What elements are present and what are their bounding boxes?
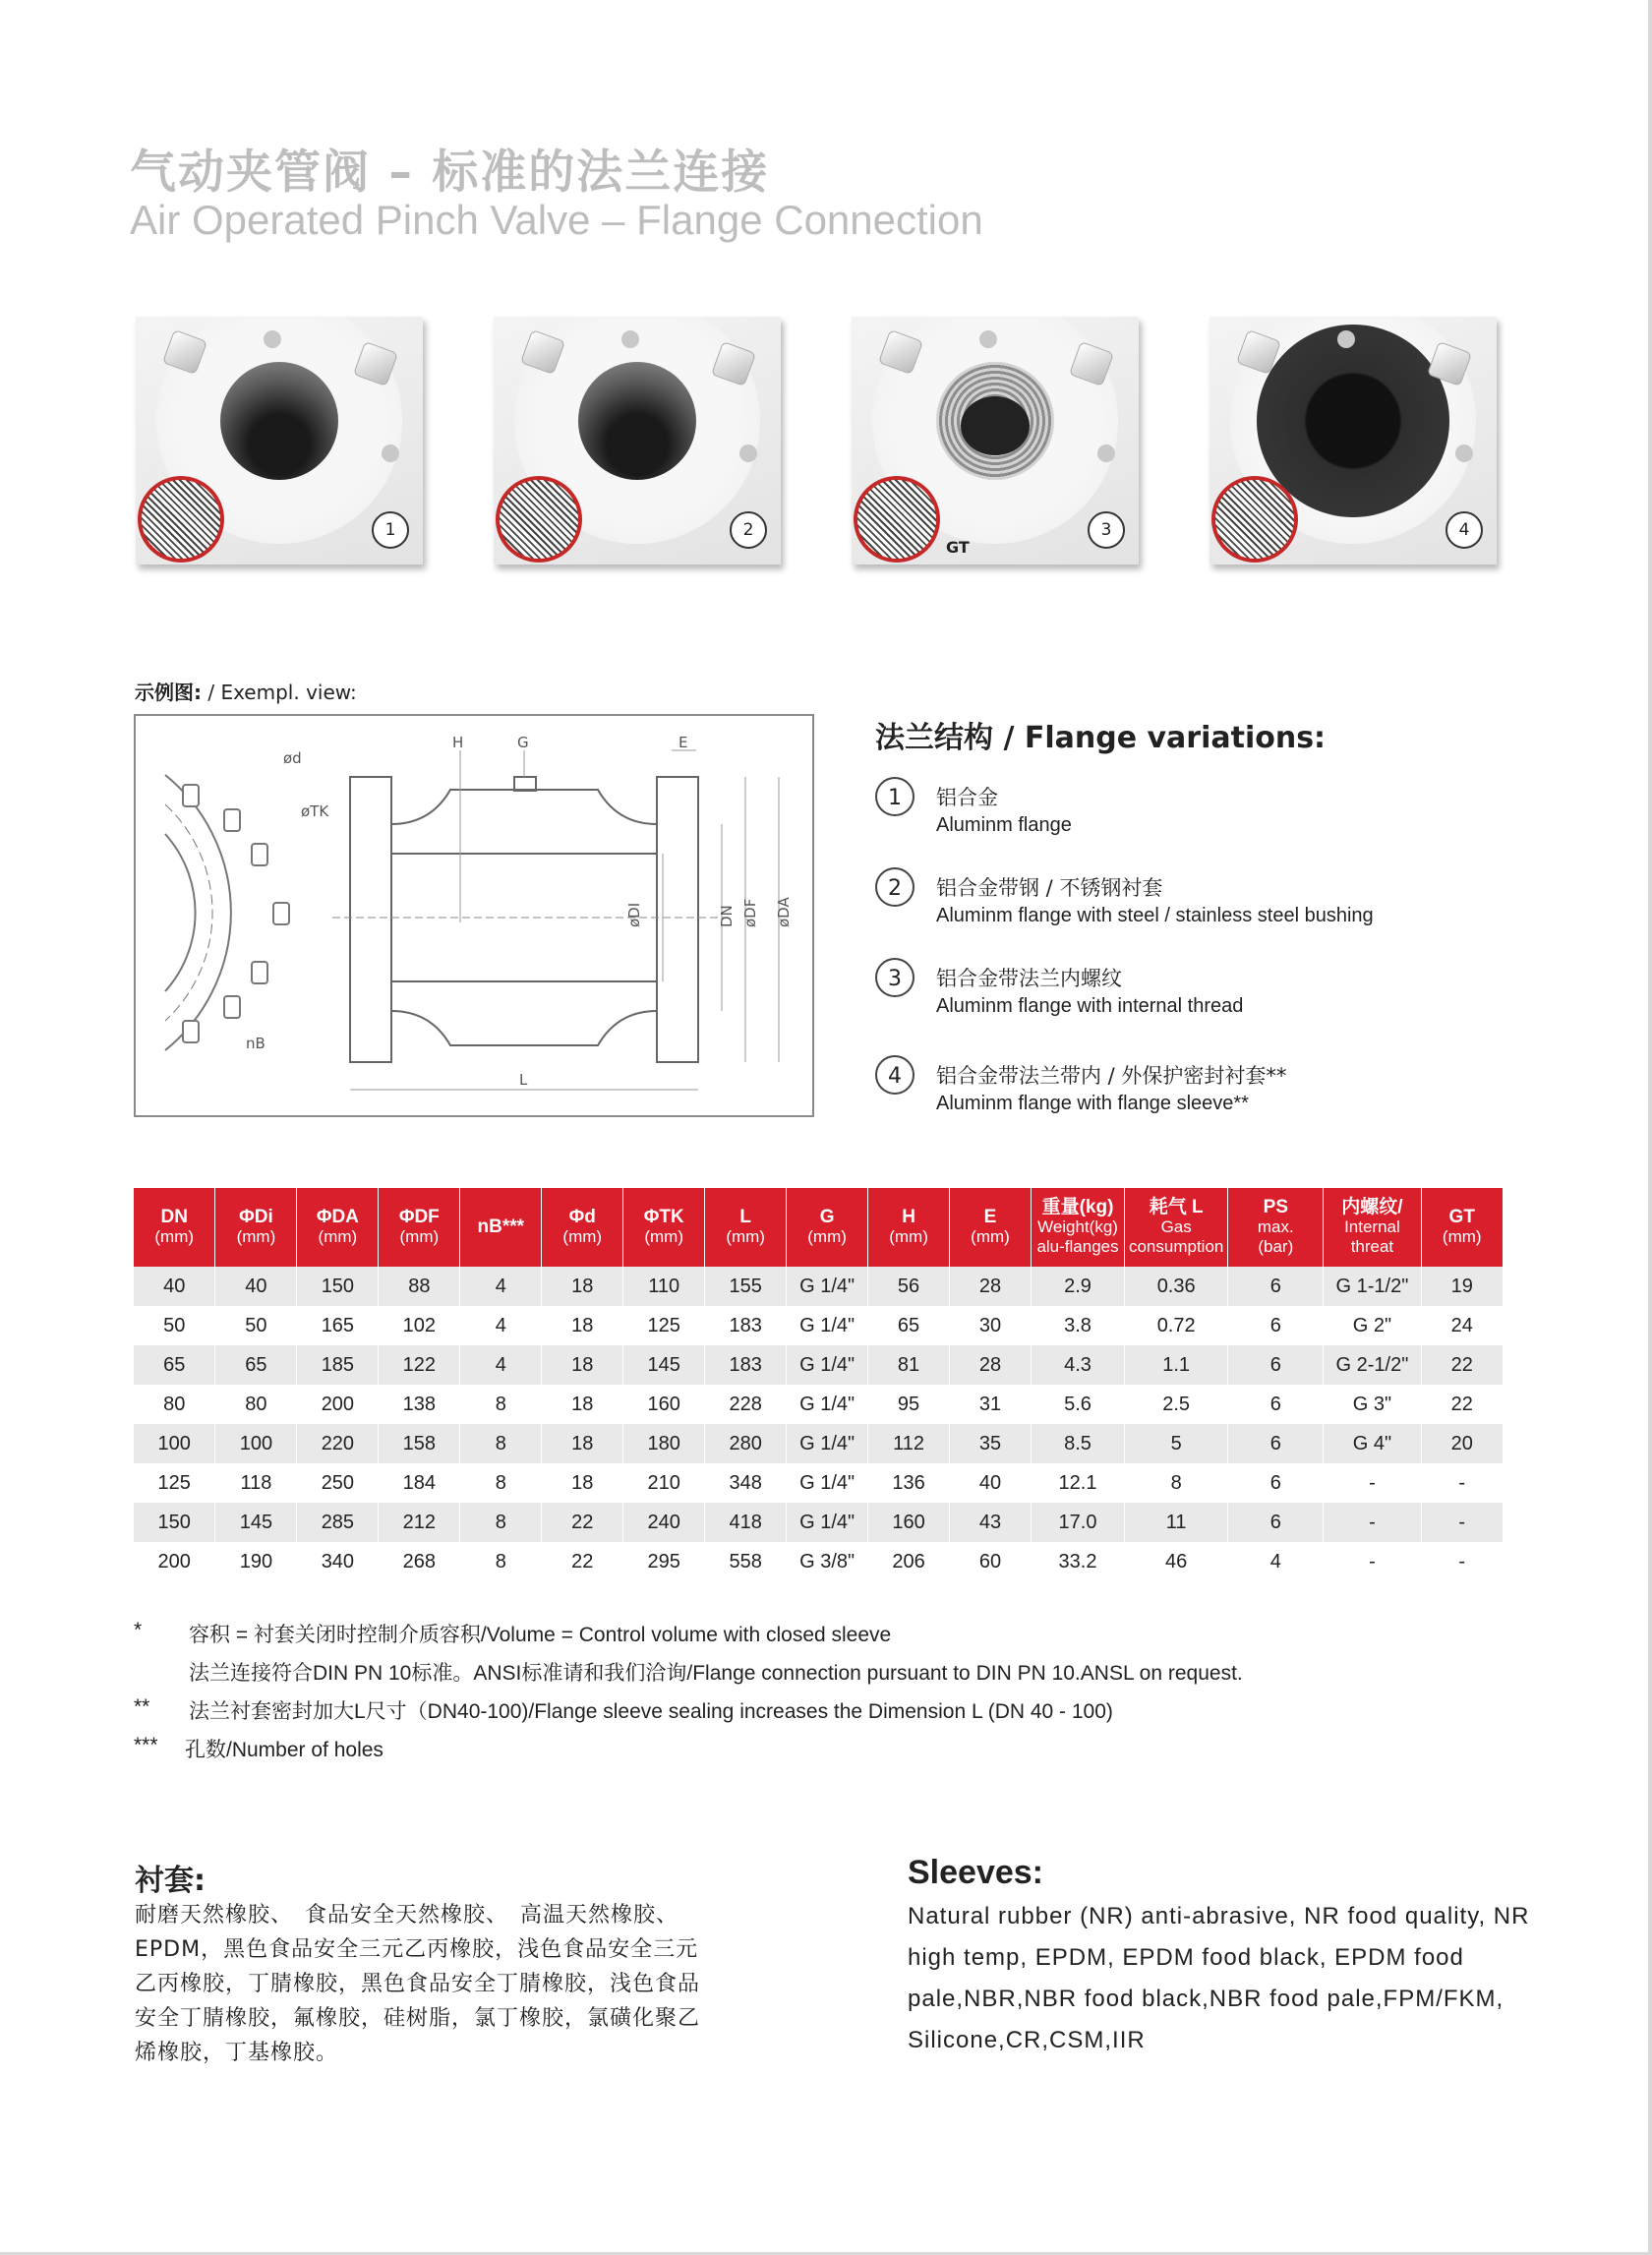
table-cell: 31 (950, 1385, 1032, 1424)
table-cell: G 1-1/2" (1324, 1267, 1421, 1306)
table-cell: 6 (1228, 1306, 1324, 1345)
col-header: G (mm) (787, 1188, 868, 1267)
hole-dot (382, 445, 399, 462)
table-cell: 50 (134, 1306, 215, 1345)
label-df: øDF (741, 898, 759, 927)
sleeves-text-en: Natural rubber (NR) anti-abrasive, NR food quality, NR high temp, EPDM, EPDM food black, EPDM food pale,NBR,NBR food black,NBR food pale,FPM/FKM, Silicone,CR,CSM,IIR (908, 1903, 1530, 2053)
table-cell: 18 (542, 1424, 623, 1463)
label-da: øDA (775, 897, 793, 927)
hole-dot (979, 330, 997, 348)
table-cell: 185 (297, 1345, 379, 1385)
table-cell: G 1/4" (787, 1385, 868, 1424)
table-cell: 150 (297, 1267, 379, 1306)
table-cell: 95 (868, 1385, 950, 1424)
page-edge-right (1648, 0, 1652, 2255)
sleeves-title-cn: 衬套: (135, 1864, 206, 1898)
table-cell: 206 (868, 1542, 950, 1581)
flange-threaded-bore (936, 362, 1054, 480)
table-cell: 112 (868, 1424, 950, 1463)
table-cell: 22 (542, 1503, 623, 1542)
variation-en: Aluminm flange with internal thread (936, 995, 1244, 1017)
table-cell: 348 (705, 1463, 787, 1503)
table-cell: 558 (705, 1542, 787, 1581)
table-cell: 43 (950, 1503, 1032, 1542)
table-cell: G 4" (1324, 1424, 1421, 1463)
label-h: H (452, 734, 464, 751)
note-text: 孔数/Number of holes (185, 1739, 384, 1761)
hole-dot (1097, 445, 1115, 462)
table-cell: 28 (950, 1345, 1032, 1385)
table-cell: 30 (950, 1306, 1032, 1345)
example-view-label (135, 677, 357, 705)
table-cell: 200 (134, 1542, 215, 1581)
sleeves-text-cn: 耐磨天然橡胶、 食品安全天然橡胶、 高温天然橡胶、EPDM，黑色食品安全三元乙丙橡胶，浅色食品安全三元乙丙橡胶，丁腈橡胶，黑色食品安全丁腈橡胶，浅色食品安全丁腈橡胶，氟橡胶，硅树脂，氯丁橡胶，氯磺化聚乙烯橡胶，丁基橡胶。 (135, 1903, 701, 2065)
col-header: nB*** (460, 1188, 542, 1267)
table-cell: 8 (460, 1503, 542, 1542)
col-header: ΦDF (mm) (379, 1188, 460, 1267)
table-cell: 20 (1421, 1424, 1503, 1463)
drawing-svg (136, 716, 812, 1115)
table-cell: 1.1 (1125, 1345, 1228, 1385)
variations-title: 法兰结构 / Flange variations: (875, 721, 1327, 755)
table-cell: 8 (460, 1385, 542, 1424)
note-2 (134, 1657, 1243, 1687)
table-cell: 18 (542, 1463, 623, 1503)
table-cell: 46 (1125, 1542, 1228, 1581)
variant-number: 3 (1088, 511, 1125, 549)
table-cell: 190 (215, 1542, 297, 1581)
variation-en: Aluminm flange (936, 814, 1072, 836)
flange-photo-4 (1210, 317, 1497, 564)
sleeves-title-en: Sleeves: (908, 1854, 1043, 1891)
col-header: H (mm) (868, 1188, 950, 1267)
table-cell: 56 (868, 1267, 950, 1306)
table-cell: - (1324, 1463, 1421, 1503)
table-cell: 18 (542, 1345, 623, 1385)
note-4 (134, 1734, 384, 1763)
hole-dot (621, 330, 639, 348)
table-cell: 418 (705, 1503, 787, 1542)
note-1 (134, 1619, 891, 1648)
flange-photo-2 (494, 317, 781, 564)
variation-cn: 铝合金带法兰带内 / 外保护密封衬套** (936, 1064, 1287, 1088)
table-cell: 125 (623, 1306, 705, 1345)
table-cell: - (1421, 1503, 1503, 1542)
label-g: G (517, 734, 529, 751)
table-cell: 11 (1125, 1503, 1228, 1542)
variant-number: 2 (730, 511, 767, 549)
table-row (134, 1503, 1503, 1542)
table-cell: 6 (1228, 1345, 1324, 1385)
table-cell: 240 (623, 1503, 705, 1542)
variant-number: 1 (372, 511, 409, 549)
table-cell: G 1/4" (787, 1267, 868, 1306)
table-cell: 250 (297, 1463, 379, 1503)
table-cell: 8 (460, 1463, 542, 1503)
col-header: Φd (mm) (542, 1188, 623, 1267)
table-row (134, 1306, 1503, 1345)
table-row (134, 1542, 1503, 1581)
table-cell: 145 (623, 1345, 705, 1385)
table-cell: 18 (542, 1385, 623, 1424)
spec-table (134, 1188, 1503, 1581)
table-cell: 4.3 (1031, 1345, 1124, 1385)
table-cell: 160 (623, 1385, 705, 1424)
gt-tag: GT (946, 538, 970, 557)
table-cell: 60 (950, 1542, 1032, 1581)
table-cell: 125 (134, 1463, 215, 1503)
col-header: ΦDA (mm) (297, 1188, 379, 1267)
note-mark: ** (134, 1695, 150, 1718)
flange-bore (220, 362, 338, 480)
table-cell: 18 (542, 1267, 623, 1306)
note-text: 法兰衬套密封加大L尺寸（DN40-100)/Flange sleeve sealing increases the Dimension L (DN 40 - 100) (189, 1700, 1113, 1723)
table-cell: G 1/4" (787, 1463, 868, 1503)
table-cell: 12.1 (1031, 1463, 1124, 1503)
table-row (134, 1267, 1503, 1306)
table-cell: 2.9 (1031, 1267, 1124, 1306)
variation-en: Aluminm flange with flange sleeve** (936, 1093, 1249, 1114)
table-cell: 102 (379, 1306, 460, 1345)
table-cell: 40 (134, 1267, 215, 1306)
table-cell: 81 (868, 1345, 950, 1385)
table-cell: G 3" (1324, 1385, 1421, 1424)
col-header: ΦDi (mm) (215, 1188, 297, 1267)
table-cell: 6 (1228, 1463, 1324, 1503)
table-cell: 50 (215, 1306, 297, 1345)
col-header: PS max. (bar) (1228, 1188, 1324, 1267)
label-dn: DN (718, 905, 736, 927)
hole-dot (264, 330, 281, 348)
table-cell: G 1/4" (787, 1345, 868, 1385)
flange-photo-1 (136, 317, 423, 564)
table-cell: 4 (460, 1267, 542, 1306)
table-cell: 340 (297, 1542, 379, 1581)
flange-bore (578, 362, 696, 480)
table-cell: - (1324, 1542, 1421, 1581)
note-text: 法兰连接符合DIN PN 10标准。ANSI标准请和我们洽询/Flange connection pursuant to DIN PN 10.ANSL on request. (189, 1662, 1243, 1685)
variant-number: 4 (1446, 511, 1483, 549)
table-cell: 200 (297, 1385, 379, 1424)
label-di: øDI (625, 902, 643, 927)
table-cell: 210 (623, 1463, 705, 1503)
table-cell: 22 (1421, 1345, 1503, 1385)
table-cell: 228 (705, 1385, 787, 1424)
table-cell: 19 (1421, 1267, 1503, 1306)
variation-number: 4 (875, 1055, 914, 1095)
table-row (134, 1345, 1503, 1385)
table-header-row (134, 1188, 1503, 1267)
variation-cn: 铝合金 (936, 786, 998, 809)
table-cell: G 3/8" (787, 1542, 868, 1581)
label-tk: øTK (301, 802, 329, 820)
page-title-en: Air Operated Pinch Valve – Flange Connection (130, 197, 983, 243)
label-d: ød (283, 749, 302, 767)
table-cell: 6 (1228, 1503, 1324, 1542)
note-text: 容积 = 衬套关闭时控制介质容积/Volume = Control volume with closed sleeve (189, 1624, 892, 1646)
variation-cn: 铝合金带法兰内螺纹 (936, 967, 1122, 990)
variation-number: 1 (875, 777, 914, 816)
table-cell: 4 (460, 1306, 542, 1345)
table-cell: 100 (215, 1424, 297, 1463)
table-cell: 6 (1228, 1424, 1324, 1463)
table-cell: 0.72 (1125, 1306, 1228, 1345)
table-cell: 4 (460, 1345, 542, 1385)
table-cell: 138 (379, 1385, 460, 1424)
variation-en: Aluminm flange with steel / stainless steel bushing (936, 905, 1374, 926)
hole-dot (1337, 330, 1355, 348)
table-cell: 28 (950, 1267, 1032, 1306)
table-cell: 40 (215, 1267, 297, 1306)
section-detail-inset (496, 476, 582, 563)
table-cell: 100 (134, 1424, 215, 1463)
table-cell: 40 (950, 1463, 1032, 1503)
table-cell: 4 (1228, 1542, 1324, 1581)
table-cell: 8.5 (1031, 1424, 1124, 1463)
col-header: 重量(kg) Weight(kg) alu-flanges (1031, 1188, 1124, 1267)
table-cell: G 1/4" (787, 1503, 868, 1542)
table-cell: 268 (379, 1542, 460, 1581)
table-cell: 3.8 (1031, 1306, 1124, 1345)
table-cell: 22 (1421, 1385, 1503, 1424)
section-detail-inset (1211, 476, 1298, 563)
col-header: GT (mm) (1421, 1188, 1503, 1267)
table-cell: 183 (705, 1345, 787, 1385)
table-cell: 160 (868, 1503, 950, 1542)
table-cell: 155 (705, 1267, 787, 1306)
col-header: ΦTK (mm) (623, 1188, 705, 1267)
table-cell: 8 (460, 1542, 542, 1581)
table-cell: 136 (868, 1463, 950, 1503)
section-detail-inset (854, 476, 940, 563)
variation-cn: 铝合金带钢 / 不锈钢衬套 (936, 876, 1163, 900)
section-detail-inset (138, 476, 224, 563)
table-cell: 145 (215, 1503, 297, 1542)
table-cell: - (1324, 1503, 1421, 1542)
table-row (134, 1385, 1503, 1424)
hole-dot (1455, 445, 1473, 462)
col-header: 内螺纹/ Internal threat (1324, 1188, 1421, 1267)
table-cell: 295 (623, 1542, 705, 1581)
flange-photo-3 (852, 317, 1139, 564)
table-cell: 8 (1125, 1463, 1228, 1503)
label-l: L (519, 1071, 528, 1089)
table-cell: G 2" (1324, 1306, 1421, 1345)
table-cell: 80 (215, 1385, 297, 1424)
note-mark: * (134, 1619, 143, 1641)
table-cell: 24 (1421, 1306, 1503, 1345)
example-label-cn: 示例图: (135, 681, 202, 704)
note-3 (134, 1695, 1113, 1725)
table-cell: 80 (134, 1385, 215, 1424)
table-cell: 22 (542, 1542, 623, 1581)
table-cell: 5 (1125, 1424, 1228, 1463)
table-cell: G 1/4" (787, 1306, 868, 1345)
col-header: E (mm) (950, 1188, 1032, 1267)
table-cell: 6 (1228, 1385, 1324, 1424)
table-cell: G 2-1/2" (1324, 1345, 1421, 1385)
table-cell: 33.2 (1031, 1542, 1124, 1581)
table-cell: 8 (460, 1424, 542, 1463)
table-cell: 65 (134, 1345, 215, 1385)
table-cell: 220 (297, 1424, 379, 1463)
table-row (134, 1424, 1503, 1463)
variation-number: 3 (875, 958, 914, 997)
table-cell: 5.6 (1031, 1385, 1124, 1424)
hole-dot (739, 445, 757, 462)
example-label-en: / Exempl. view: (202, 681, 357, 704)
technical-drawing (134, 714, 814, 1117)
table-cell: 65 (868, 1306, 950, 1345)
label-nb: nB (246, 1035, 266, 1052)
table-cell: 158 (379, 1424, 460, 1463)
col-header: L (mm) (705, 1188, 787, 1267)
page-title-cn: 气动夹管阀 – 标准的法兰连接 (130, 146, 770, 200)
table-cell: 183 (705, 1306, 787, 1345)
table-cell: 285 (297, 1503, 379, 1542)
table-cell: 110 (623, 1267, 705, 1306)
table-cell: - (1421, 1463, 1503, 1503)
table-cell: - (1421, 1542, 1503, 1581)
table-cell: 88 (379, 1267, 460, 1306)
table-cell: 280 (705, 1424, 787, 1463)
table-cell: 165 (297, 1306, 379, 1345)
table-cell: 6 (1228, 1267, 1324, 1306)
table-cell: 122 (379, 1345, 460, 1385)
table-cell: 17.0 (1031, 1503, 1124, 1542)
table-cell: G 1/4" (787, 1424, 868, 1463)
table-cell: 118 (215, 1463, 297, 1503)
table-cell: 2.5 (1125, 1385, 1228, 1424)
table-cell: 150 (134, 1503, 215, 1542)
table-cell: 180 (623, 1424, 705, 1463)
note-mark: *** (134, 1734, 158, 1756)
table-cell: 212 (379, 1503, 460, 1542)
table-cell: 35 (950, 1424, 1032, 1463)
table-row (134, 1463, 1503, 1503)
table-cell: 0.36 (1125, 1267, 1228, 1306)
table-cell: 18 (542, 1306, 623, 1345)
table-cell: 184 (379, 1463, 460, 1503)
col-header: 耗气 L Gas consumption (1125, 1188, 1228, 1267)
table-cell: 65 (215, 1345, 297, 1385)
variation-number: 2 (875, 867, 914, 907)
label-e: E (678, 734, 688, 751)
col-header: DN (mm) (134, 1188, 215, 1267)
